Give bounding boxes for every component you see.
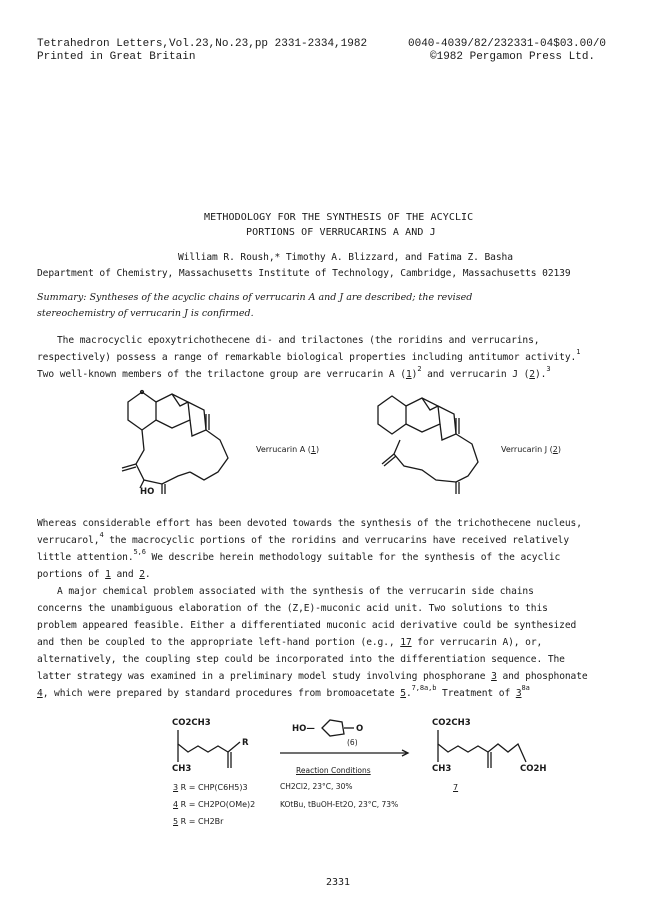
verrucarin-j-close: ) [557,445,561,454]
para3-line-1: A major chemical problem associated with the synthesis of the verrucarin side chains [57,586,534,597]
para3-line-3: problem appeared feasible. Either a differentiated muconic acid derivative could be synthesized [37,620,577,631]
summary-label: Summary: [37,292,87,303]
para3-line-4-text-b: for verrucarin A), or, [411,637,543,648]
summary-line-2: stereochemistry of verrucarin J is confirmed. [37,308,254,319]
para1-line-2 [37,348,581,363]
para3-line-2: concerns the unambiguous elaboration of the (Z,E)-muconic acid unit. Two solutions to this [37,603,548,614]
para2-line-2-text-a: verrucarol, [37,535,100,546]
butenolide-ring-path [322,720,344,736]
para2-line-3-text-b: We describe herein methodology suitable for the synthesis of the acyclic [145,552,561,563]
reactant-methyl: CH3 [172,764,192,774]
compound-ref-2: 2 [139,569,145,580]
macrocycle-chain-1 [190,430,228,480]
author-list: William R. Roush,* Timothy A. Blizzard, and Fatima Z. Basha [178,252,513,263]
para2-line-3 [37,548,561,563]
verrucarin-j-label [501,445,561,454]
butenolide-ring [318,716,358,740]
journal-citation: Tetrahedron Letters,Vol.23,No.23,pp 2331-2334,1982 [37,38,368,50]
product-chain [438,730,526,762]
compound-ref-3b: 3 [515,688,522,699]
compound-ref-4: 4 [37,688,43,699]
para1-paren-2: ). [534,369,547,380]
reagent-label: HO— [292,724,315,734]
macrocycle-chain-2 [394,440,456,482]
compound-number-1: 1 [405,369,412,380]
para3-line-4-text-a: and then be coupled to the appropriate left-hand portion (e.g., [37,637,401,648]
compound-4-number: 4 [173,800,179,809]
para3-line-4 [37,637,542,648]
para2-line-4-text: portions of [37,569,106,580]
verrucarin-a-number: 1 [310,445,316,454]
citation-7-8: 7,8a,b [411,684,437,692]
product-number: 7 [453,783,459,792]
citation-1: 1 [576,348,581,356]
compound-number-2: 2 [529,369,535,380]
para1-line-3 [37,365,551,380]
summary-text-1: Syntheses of the acyclic chains of verrucarin A and J are described; the revised [89,292,473,303]
page-number: 2331 [326,877,351,888]
para1-line-3-text-c: and verrucarin J ( [421,369,530,380]
macrocycle-chain-2 [136,430,190,484]
ring-b [156,394,190,428]
conditions-title: Reaction Conditions [296,766,371,775]
macrocycle-chain-1 [456,434,478,482]
para1-paren-1: ) [411,369,418,380]
para3-line-7-text-a: , which were prepared by standard procedures from bromoacetate [42,688,401,699]
reactant-3-definition [173,783,248,792]
para2-line-2 [37,531,569,546]
compound-3-r: R = CHP(C6H5)3 [180,783,248,792]
reactant-4-definition [173,800,255,809]
verrucarin-j-name: Verrucarin J ( [501,445,553,454]
ring-c [438,406,456,440]
verrucarin-a-structure [110,384,250,504]
para3-line-6-text-a: latter strategy was examined in a preliminary model study involving phosphorane [37,671,492,682]
citation-2: 2 [417,365,422,373]
verrucarin-a-name: Verrucarin A ( [256,445,311,454]
compound-ref-1: 1 [105,569,111,580]
citation-4: 4 [99,531,104,539]
citation-8a: 8a [521,684,530,692]
affiliation: Department of Chemistry, Massachusetts Institute of Technology, Cambridge, Massachusetts 02139 [37,268,571,279]
hydroxyl-label: HO [140,487,155,497]
para3-line-7 [37,684,530,699]
reagent-oxygen: O [356,724,364,734]
para3-line-6 [37,671,588,682]
compound-ref-17: 17 [400,637,412,648]
para2-line-4 [37,569,151,580]
para2-line-1: Whereas considerable effort has been devoted towards the synthesis of the trichothecene nucleus, [37,518,582,529]
compound-5-r: R = CH2Br [180,817,224,826]
reactant-r-bond [228,742,240,752]
reagent-reference: (6) [347,738,358,747]
ring-a [128,392,156,430]
ring-b [406,398,440,432]
reactant-ester-label: CO2CH3 [172,718,211,728]
para1-line-1: The macrocyclic epoxytrichothecene di- and trilactones (the roridins and verrucarins, [57,335,540,346]
para1-line-3-text-a: Two well-known members of the trilactone group are verrucarin A ( [37,369,406,380]
reaction-arrow [280,748,412,758]
product-ester-label: CO2CH3 [432,718,471,728]
para2-line-3-text-a: little attention. [37,552,134,563]
para3-line-7-text-c: Treatment of [436,688,516,699]
compound-ref-5: 5 [400,688,406,699]
para3-line-5: alternatively, the coupling step could be incorporated into the differentiation sequence. The [37,654,565,665]
verrucarin-a-close: ) [315,445,320,454]
para2-and: and [110,569,140,580]
issn-code: 0040-4039/82/232331-04$03.00/0 [408,38,607,50]
compound-ref-3: 3 [491,671,497,682]
compound-3-number: 3 [173,783,179,792]
para2-period: . [144,569,151,580]
citation-3: 3 [546,365,551,373]
ring-a [378,396,406,434]
para3-line-6-text-b: and phosphonate [496,671,588,682]
para3-line-7-period: . [405,688,412,699]
product-methyl: CH3 [432,764,452,774]
condition-1: CH2Cl2, 23°C, 30% [280,782,353,791]
condition-2: KOtBu, tBuOH-Et2O, 23°C, 73% [280,800,399,809]
compound-4-r: R = CH2PO(OMe)2 [180,800,256,809]
verrucarin-a-label [256,445,319,454]
citation-5-6: 5,6 [133,548,146,556]
copyright-notice: ©1982 Pergamon Press Ltd. [430,51,596,63]
ring-c [188,402,206,436]
product-acid: CO2H [520,764,547,774]
compound-5-number: 5 [173,817,179,826]
para2-line-2-text-b: the macrocyclic portions of the roridins and verrucarins have received relatively [103,535,569,546]
paper-title-line-1: METHODOLOGY FOR THE SYNTHESIS OF THE ACYCLIC [204,212,474,223]
printed-location: Printed in Great Britain [37,51,196,63]
verrucarin-j-number: 2 [552,445,558,454]
reactant-5-definition [173,817,223,826]
summary-line-1 [37,292,472,303]
reactant-chain [178,730,228,752]
reactant-r-group: R [242,738,249,748]
verrucarin-j-structure [360,384,500,504]
paper-title-line-2: PORTIONS OF VERRUCARINS A AND J [246,227,436,238]
para1-line-2-text: respectively) possess a range of remarkable biological properties including antitumor activity. [37,352,577,363]
